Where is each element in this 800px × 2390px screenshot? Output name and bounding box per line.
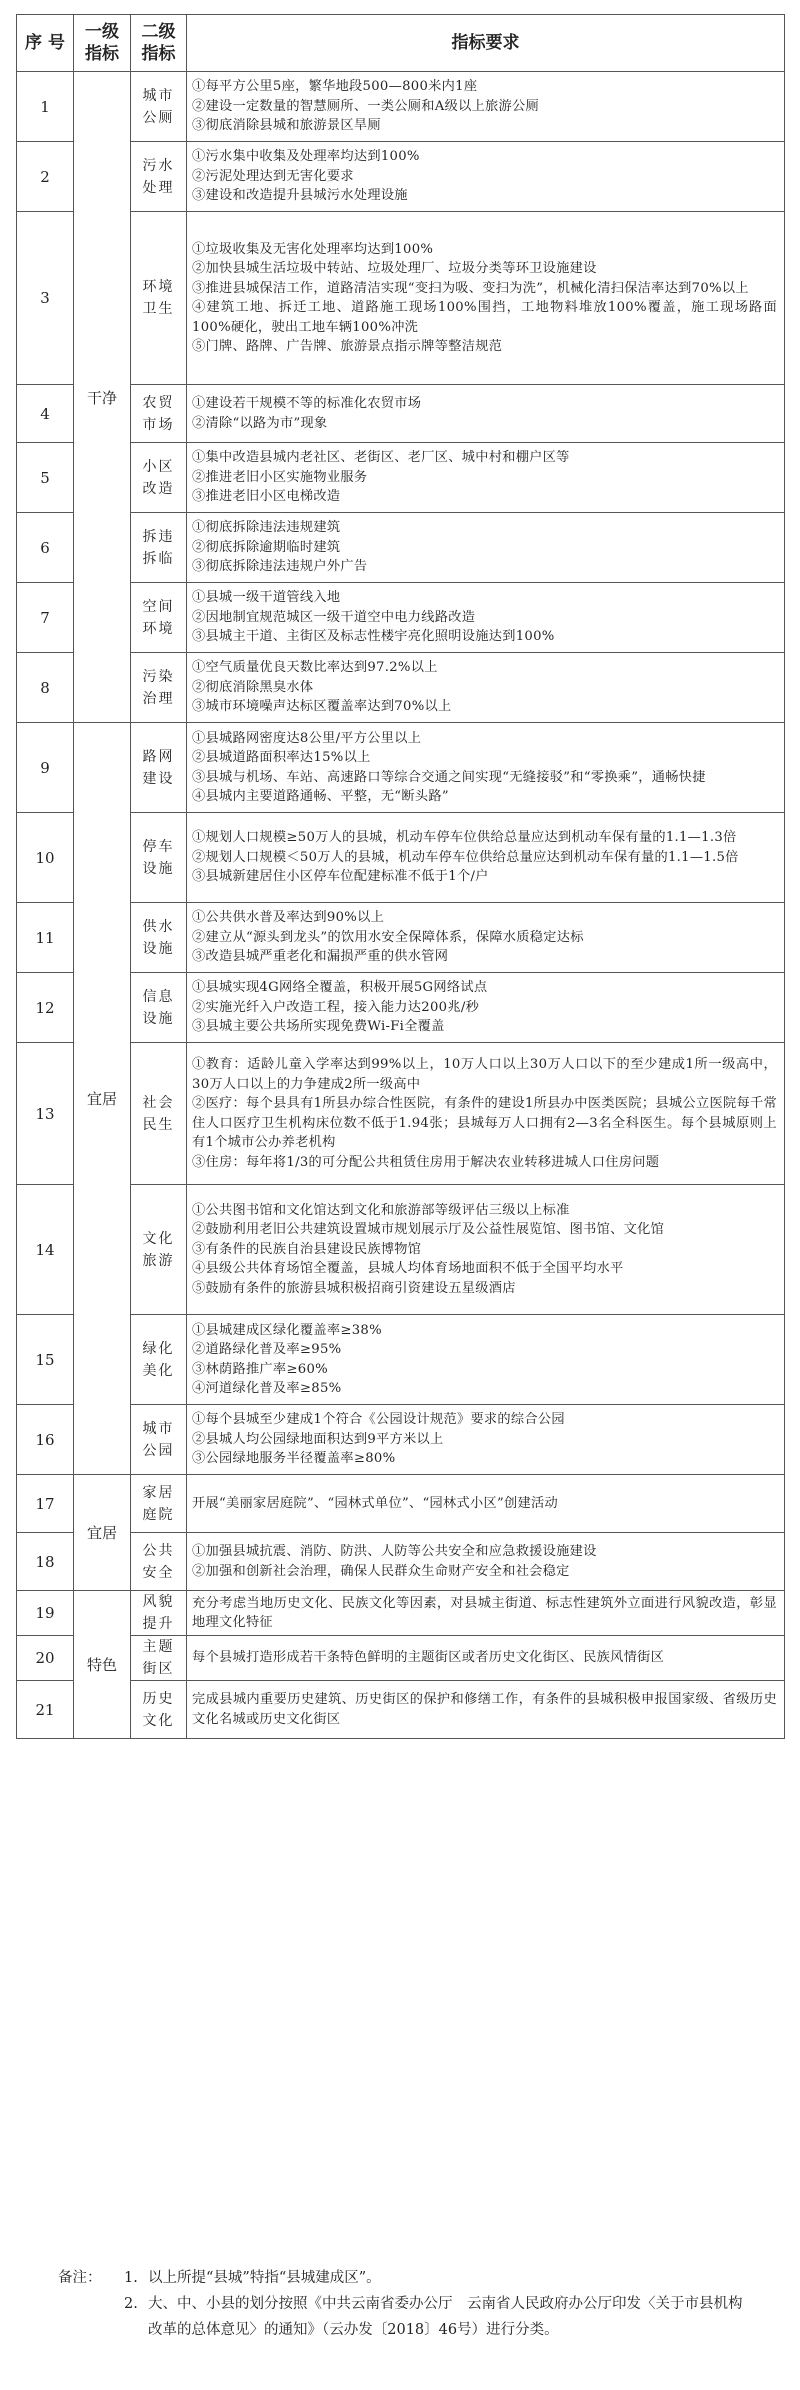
- requirement-item: ③推进县城保洁工作，道路清洁实现“变扫为吸、变扫为洗”，机械化清扫保洁率达到70%以上: [192, 280, 749, 296]
- level2-indicator: 环境 卫生: [131, 212, 187, 385]
- requirement-item: ①垃圾收集及无害化处理率均达到100%: [192, 241, 434, 257]
- requirement-item: ⑤门牌、路牌、广告牌、旅游景点指示牌等整洁规范: [192, 339, 503, 354]
- requirement-item: ②加快县城生活垃圾中转站、垃圾处理厂、垃圾分类等环卫设施建设: [192, 261, 597, 276]
- note-number: 1.: [124, 2270, 138, 2286]
- requirement-item: ③有条件的民族自治县建设民族博物馆: [192, 1241, 422, 1257]
- requirement-item: ③彻底拆除违法违规户外广告: [192, 559, 368, 575]
- requirement-cell: [187, 1185, 785, 1315]
- level1-category: 特色: [74, 1591, 131, 1739]
- requirement-item: ②因地制宜规范城区一级干道空中电力线路改造: [192, 609, 476, 625]
- header-level2: 二级 指标: [131, 15, 187, 72]
- requirement-item: 开展“美丽家居庭院”、“园林式单位”、“园林式小区”创建活动: [192, 1495, 558, 1511]
- note-text: 以上所提“县城”特指“县城建成区”。: [148, 2270, 381, 2286]
- requirement-cell: [187, 1315, 785, 1405]
- table-row: [17, 973, 785, 1043]
- requirement-item: ③县城与机场、车站、高速路口等综合交通之间实现“无缝接驳”和“零换乘”，通畅快捷: [192, 769, 706, 785]
- requirement-item: ③林荫路推广率≥60%: [192, 1361, 328, 1377]
- requirement-cell: [187, 1475, 785, 1533]
- table-row: [17, 1533, 785, 1591]
- table-header-row: [17, 15, 785, 72]
- row-seq: 12: [17, 973, 74, 1043]
- header-level1: 一级 指标: [74, 15, 131, 72]
- table-row: [17, 903, 785, 973]
- table-row: [17, 723, 785, 813]
- row-seq: 15: [17, 1315, 74, 1405]
- table-row: [17, 1475, 785, 1533]
- requirement-item: ③彻底消除县城和旅游景区旱厕: [192, 118, 381, 134]
- requirement-cell: [187, 653, 785, 723]
- requirement-cell: [187, 142, 785, 212]
- level2-indicator: 污染 治理: [131, 653, 187, 723]
- level1-category: 宜居: [74, 1475, 131, 1591]
- requirement-item: ①每平方公里5座，繁华地段500—800米内1座: [192, 79, 478, 95]
- requirement-cell: [187, 813, 785, 903]
- requirement-cell: [187, 903, 785, 973]
- level2-indicator: 停车 设施: [131, 813, 187, 903]
- level2-indicator: 供水 设施: [131, 903, 187, 973]
- requirement-item: ②建立从“源头到龙头”的饮用水安全保障体系，保障水质稳定达标: [192, 929, 584, 945]
- level2-indicator: 小区 改造: [131, 443, 187, 513]
- requirement-item: 完成县城内重要历史建筑、历史街区的保护和修缮工作，有条件的县城积极申报国家级、省级历史文化名城或历史文化街区: [192, 1692, 777, 1727]
- requirement-item: ②彻底消除黑臭水体: [192, 679, 314, 695]
- level2-indicator: 城市 公厕: [131, 72, 187, 142]
- requirement-item: ①建设若干规模不等的标准化农贸市场: [192, 396, 422, 411]
- requirement-item: ③改造县城严重老化和漏损严重的供水管网: [192, 949, 449, 965]
- requirement-cell: [187, 1533, 785, 1591]
- row-seq: 17: [17, 1475, 74, 1533]
- level2-indicator: 绿化 美化: [131, 1315, 187, 1405]
- requirement-item: ②规划人口规模＜50万人的县城，机动车停车位供给总量应达到机动车保有量的1.1—1.5倍: [192, 849, 739, 865]
- row-seq: 4: [17, 385, 74, 443]
- table-row: [17, 1591, 785, 1636]
- requirement-item: ②道路绿化普及率≥95%: [192, 1342, 342, 1357]
- requirement-item: ②县城人均公园绿地面积达到9平方米以上: [192, 1431, 444, 1447]
- requirement-item: ③城市环境噪声达标区覆盖率达到70%以上: [192, 699, 452, 715]
- level2-indicator: 风貌 提升: [131, 1591, 187, 1636]
- level2-indicator: 社会 民生: [131, 1043, 187, 1185]
- requirement-cell: [187, 1405, 785, 1475]
- row-seq: 8: [17, 653, 74, 723]
- level2-indicator: 路网 建设: [131, 723, 187, 813]
- requirement-item: ①规划人口规模≥50万人的县城，机动车停车位供给总量应达到机动车保有量的1.1—1.3倍: [192, 830, 737, 846]
- note-2: [58, 2291, 748, 2343]
- requirement-item: ④河道绿化普及率≥85%: [192, 1381, 342, 1396]
- table-row: [17, 1636, 785, 1681]
- requirement-item: ②彻底拆除逾期临时建筑: [192, 539, 341, 555]
- level2-indicator: 空间 环境: [131, 583, 187, 653]
- requirement-item: ③推进老旧小区电梯改造: [192, 489, 341, 505]
- requirement-item: ②鼓励利用老旧公共建筑设置城市规划展示厅及公益性展览馆、图书馆、文化馆: [192, 1222, 665, 1238]
- level2-indicator: 历史 文化: [131, 1681, 187, 1739]
- level2-indicator: 公共 安全: [131, 1533, 187, 1591]
- row-seq: 13: [17, 1043, 74, 1185]
- header-requirements: 指标要求: [187, 15, 785, 72]
- row-seq: 18: [17, 1533, 74, 1591]
- requirement-item: ①县城建成区绿化覆盖率≥38%: [192, 1322, 382, 1338]
- table-row: [17, 385, 785, 443]
- level2-indicator: 文化 旅游: [131, 1185, 187, 1315]
- row-seq: 19: [17, 1591, 74, 1636]
- level2-indicator: 污水 处理: [131, 142, 187, 212]
- table-row: [17, 443, 785, 513]
- level1-category: 干净: [74, 72, 131, 723]
- requirement-item: ④县城内主要道路通畅、平整，无“断头路”: [192, 789, 449, 804]
- requirement-item: ①县城一级干道管线入地: [192, 590, 341, 606]
- requirement-cell: [187, 212, 785, 385]
- level2-indicator: 拆违 拆临: [131, 513, 187, 583]
- row-seq: 21: [17, 1681, 74, 1739]
- row-seq: 3: [17, 212, 74, 385]
- table-row: [17, 1185, 785, 1315]
- requirement-cell: [187, 385, 785, 443]
- requirement-item: ①彻底拆除违法违规建筑: [192, 520, 341, 536]
- requirement-item: ②实施光纤入户改造工程，接入能力达200兆/秒: [192, 999, 480, 1015]
- row-seq: 11: [17, 903, 74, 973]
- row-seq: 1: [17, 72, 74, 142]
- requirement-item: ②清除“以路为市”现象: [192, 415, 328, 431]
- requirement-item: ①污水集中收集及处理率均达到100%: [192, 149, 420, 165]
- row-seq: 7: [17, 583, 74, 653]
- requirement-cell: [187, 72, 785, 142]
- requirement-item: 充分考虑当地历史文化、民族文化等因素，对县城主街道、标志性建筑外立面进行风貌改造，彰显地理文化特征: [192, 1595, 777, 1630]
- requirement-item: ①集中改造县城内老社区、老街区、老厂区、城中村和棚户区等: [192, 450, 570, 466]
- requirement-cell: [187, 723, 785, 813]
- requirement-item: ①教育：适龄儿童入学率达到99%以上，10万人口以上30万人口以下的至少建成1所一级高中，30万人口以上的力争建成2所一级高中: [192, 1057, 777, 1092]
- table-row: [17, 1405, 785, 1475]
- requirement-item: ①加强县城抗震、消防、防洪、人防等公共安全和应急救援设施建设: [192, 1544, 597, 1559]
- requirement-item: ②加强和创新社会治理，确保人民群众生命财产安全和社会稳定: [192, 1563, 570, 1579]
- table-row: [17, 142, 785, 212]
- note-1: [58, 2265, 748, 2291]
- notes-label: 备注：: [58, 2270, 102, 2286]
- row-seq: 9: [17, 723, 74, 813]
- notes: [58, 2265, 748, 2343]
- row-seq: 5: [17, 443, 74, 513]
- requirement-item: ①县城实现4G网络全覆盖，积极开展5G网络试点: [192, 980, 488, 996]
- header-seq: 序 号: [17, 15, 74, 72]
- row-seq: 14: [17, 1185, 74, 1315]
- note-number: 2.: [124, 2296, 138, 2312]
- table-row: [17, 583, 785, 653]
- requirement-item: ③建设和改造提升县城污水处理设施: [192, 188, 408, 204]
- requirement-item: ③住房：每年将1/3的可分配公共租赁住房用于解决农业转移进城人口住房问题: [192, 1154, 660, 1170]
- requirement-item: ②县城道路面积率达15%以上: [192, 750, 371, 765]
- requirement-item: ④县级公共体育场馆全覆盖，县城人均体育场地面积不低于全国平均水平: [192, 1261, 624, 1277]
- table-row: [17, 1315, 785, 1405]
- level2-indicator: 农贸 市场: [131, 385, 187, 443]
- requirement-item: ③县城新建居住小区停车位配建标准不低于1个/户: [192, 869, 489, 885]
- requirement-item: ②医疗：每个县具有1所县办综合性医院，有条件的建设1所县办中医类医院；县城公立医院每千常住人口医疗卫生机构床位数不低于1.94张；县城每万人口拥有2—3名全科医生。每个县城原则上有1个城市公办养老机构: [192, 1096, 777, 1150]
- requirement-item: ①县城路网密度达8公里/平方公里以上: [192, 730, 422, 746]
- requirement-item: ①公共供水普及率达到90%以上: [192, 910, 385, 926]
- table-row: [17, 72, 785, 142]
- requirement-cell: [187, 1043, 785, 1185]
- table-row: [17, 813, 785, 903]
- requirement-item: ②推进老旧小区实施物业服务: [192, 469, 368, 485]
- requirement-item: ②建设一定数量的智慧厕所、一类公厕和A级以上旅游公厕: [192, 98, 540, 114]
- requirement-cell: [187, 1636, 785, 1681]
- note-text: 大、中、小县的划分按照《中共云南省委办公厅 云南省人民政府办公厅印发〈关于市县机构改革的总体意见〉的通知》（云办发〔2018〕46号）进行分类。: [148, 2296, 743, 2338]
- table-row: [17, 1681, 785, 1739]
- table-row: [17, 653, 785, 723]
- indicator-table: [16, 14, 785, 1739]
- requirement-cell: [187, 443, 785, 513]
- requirement-cell: [187, 1591, 785, 1636]
- row-seq: 20: [17, 1636, 74, 1681]
- requirement-item: ②污泥处理达到无害化要求: [192, 168, 354, 184]
- requirement-item: ③县城主干道、主街区及标志性楼宇亮化照明设施达到100%: [192, 629, 555, 645]
- requirement-item: ③县城主要公共场所实现免费Wi-Fi全覆盖: [192, 1019, 445, 1035]
- level1-category: 宜居: [74, 723, 131, 1475]
- row-seq: 6: [17, 513, 74, 583]
- requirement-item: ⑤鼓励有条件的旅游县城积极招商引资建设五星级酒店: [192, 1280, 516, 1296]
- row-seq: 2: [17, 142, 74, 212]
- requirement-cell: [187, 583, 785, 653]
- level2-indicator: 城市 公园: [131, 1405, 187, 1475]
- requirement-cell: [187, 1681, 785, 1739]
- requirement-cell: [187, 513, 785, 583]
- requirement-item: ①每个县城至少建成1个符合《公园设计规范》要求的综合公园: [192, 1412, 565, 1428]
- table-row: [17, 513, 785, 583]
- requirement-item: ①公共图书馆和文化馆达到文化和旅游部等级评估三级以上标准: [192, 1202, 570, 1218]
- level2-indicator: 家居 庭院: [131, 1475, 187, 1533]
- requirement-item: 每个县城打造形成若干条特色鲜明的主题街区或者历史文化街区、民族风情街区: [192, 1650, 665, 1666]
- table-row: [17, 1043, 785, 1185]
- requirement-item: ④建筑工地、拆迁工地、道路施工现场100%围挡，工地物料堆放100%覆盖，施工现场路面100%硬化，驶出工地车辆100%冲洗: [192, 300, 777, 335]
- row-seq: 16: [17, 1405, 74, 1475]
- row-seq: 10: [17, 813, 74, 903]
- requirement-cell: [187, 973, 785, 1043]
- level2-indicator: 主题 街区: [131, 1636, 187, 1681]
- table-row: [17, 212, 785, 385]
- requirement-item: ①空气质量优良天数比率达到97.2%以上: [192, 660, 438, 676]
- requirement-item: ③公园绿地服务半径覆盖率≥80%: [192, 1451, 396, 1467]
- level2-indicator: 信息 设施: [131, 973, 187, 1043]
